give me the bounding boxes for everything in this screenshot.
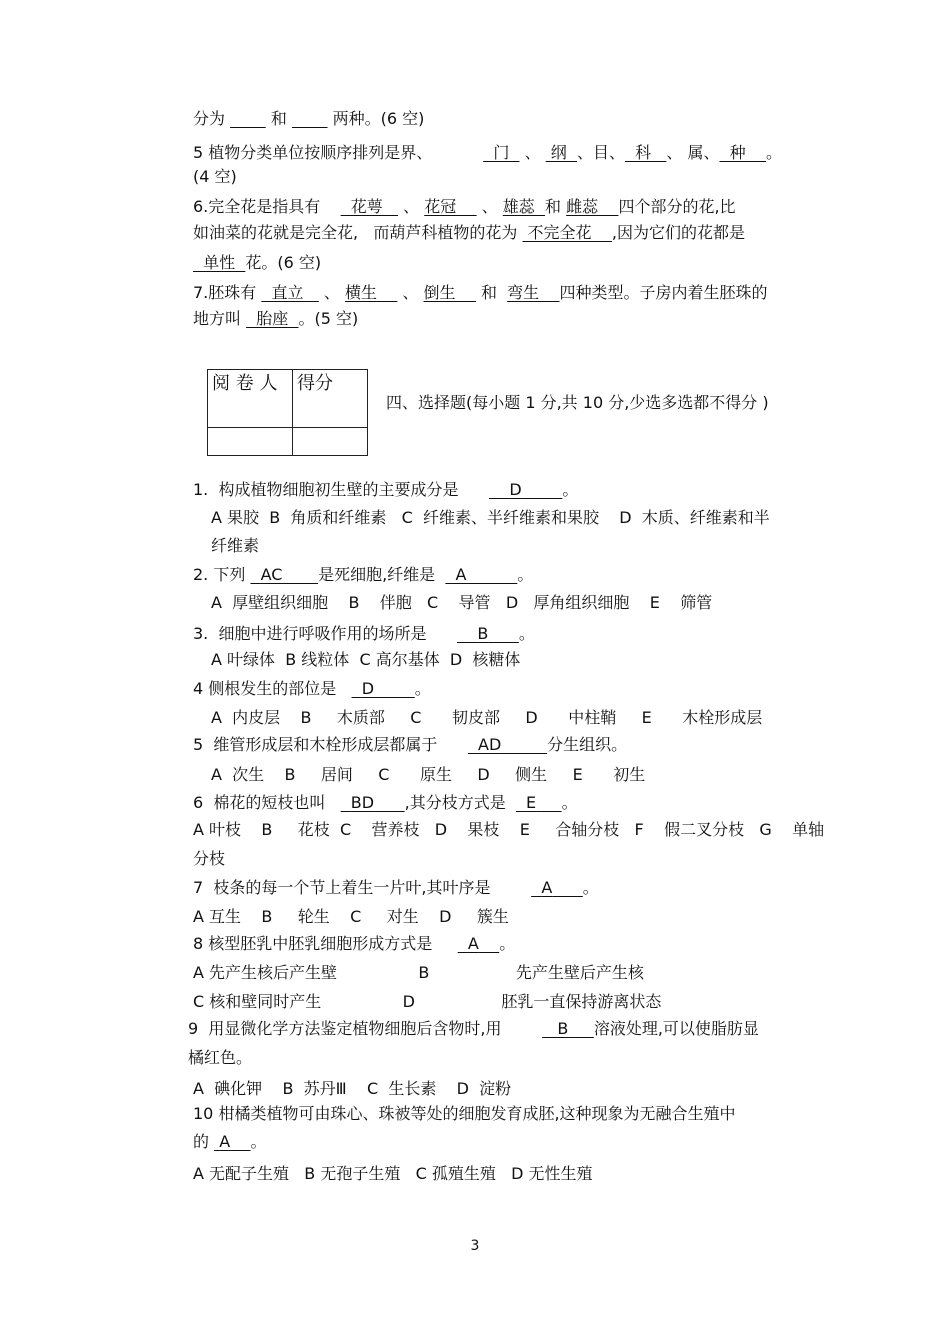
question-10: 10 柑橘类植物可由珠心、珠被等处的细胞发育成胚,这种现象为无融合生殖中 — [193, 1104, 736, 1123]
text: 5 植物分类单位按顺序排列是界、 — [193, 143, 433, 162]
answer — [542, 1019, 594, 1038]
option-line: A 果胶 B 角质和纤维素 C 纤维素、半纤维素和果胶 D 木质、纤维素和半 — [211, 508, 770, 527]
text: 溶液处理,可以使脂肪显 — [593, 1019, 759, 1038]
score-label: 得分 — [293, 370, 368, 428]
answer-value: B — [477, 624, 489, 643]
answer: 单性 — [193, 253, 246, 272]
score-table — [207, 369, 368, 456]
question-4 — [193, 679, 431, 699]
question-text: 9 用显微化学方法鉴定植物细胞后含物时,用 — [188, 1019, 502, 1038]
question-text: 2. 下列 — [193, 565, 246, 584]
text: 两种。(6 空) — [332, 109, 425, 128]
option-line: 纤维素 — [211, 536, 260, 555]
answer-value: D — [361, 679, 375, 698]
fill-line-6 — [193, 253, 321, 273]
answer: 门 — [483, 143, 520, 162]
answer: 胎座 — [246, 309, 299, 328]
text: 分为 — [193, 109, 226, 128]
text: 。(5 空) — [298, 309, 359, 328]
option-line: A 先产生核后产生壁 B 先产生壁后产生核 — [193, 963, 644, 982]
text: 。 — [414, 679, 431, 698]
answer: 雌蕊 — [566, 197, 619, 216]
text: ,因为它们的花都是 — [611, 223, 745, 242]
text: 的 — [193, 1132, 210, 1151]
text: 。 — [561, 793, 578, 812]
text: 和 — [475, 283, 508, 302]
text: 。 — [582, 878, 599, 897]
question-text: 4 侧根发生的部位是 — [193, 679, 337, 698]
text: 。 — [250, 1132, 267, 1151]
answer — [531, 878, 583, 897]
text: 。 — [517, 565, 534, 584]
text: 和 — [544, 197, 567, 216]
question-3 — [193, 624, 535, 644]
answer: 横生 — [345, 283, 398, 302]
text: 。 — [562, 480, 579, 499]
question-5 — [193, 735, 627, 755]
question-text: 8 核型胚乳中胚乳细胞形成方式是 — [193, 934, 433, 953]
answer — [352, 679, 415, 698]
answer-value: A — [541, 878, 553, 897]
text: 、目、 — [576, 143, 625, 162]
answer: 科 — [624, 143, 667, 162]
score-cell[interactable] — [293, 428, 368, 456]
answer: 直立 — [261, 283, 319, 302]
answer: 花萼 — [340, 197, 399, 216]
question-2 — [193, 565, 533, 585]
answer — [468, 735, 547, 754]
question-7 — [193, 878, 599, 898]
text: ,其分枝方式是 — [404, 793, 506, 812]
answer — [214, 1132, 250, 1151]
answer-value: A — [455, 565, 467, 584]
answer — [458, 934, 499, 953]
question-10-line-2 — [193, 1132, 267, 1152]
fill-line-7 — [193, 283, 768, 303]
reviewer-cell[interactable] — [208, 428, 293, 456]
question-text: 6 棉花的短枝也叫 — [193, 793, 326, 812]
text: 。 — [518, 624, 535, 643]
answer-value: B — [557, 1019, 569, 1038]
text: 、 — [398, 197, 425, 216]
answer: 不完全花 — [522, 223, 612, 242]
text: 和 — [270, 109, 287, 128]
answer-value: A — [467, 934, 479, 953]
fill-line-3: (4 空) — [193, 167, 237, 186]
answer-value: A — [219, 1132, 231, 1151]
option-line: A 互生 B 轮生 C 对生 D 簇生 — [193, 907, 509, 926]
question-text: 3. 细胞中进行呼吸作用的场所是 — [193, 624, 427, 643]
option-line: A 碘化钾 B 苏丹Ⅲ C 生长素 D 淀粉 — [193, 1079, 512, 1098]
option-line: A 厚壁组织细胞 B 伴胞 C 导管 D 厚角组织细胞 E 筛管 — [211, 593, 713, 612]
blank — [292, 109, 328, 128]
answer: 纲 — [545, 143, 577, 162]
answer: 种 — [719, 143, 767, 162]
answer — [457, 624, 519, 643]
option-line: A 内皮层 B 木质部 C 韧皮部 D 中柱鞘 E 木栓形成层 — [211, 708, 763, 727]
text: 是死细胞,纤维是 — [318, 565, 436, 584]
reviewer-label: 阅 卷 人 — [208, 370, 293, 428]
answer: 花冠 — [424, 197, 477, 216]
answer-value: AD — [478, 735, 502, 754]
fill-line-1 — [193, 109, 424, 129]
option-line: A 叶绿体 B 线粒体 C 高尔基体 D 核糖体 — [211, 650, 521, 669]
text: 6.完全花是指具有 — [193, 197, 321, 216]
answer-value: E — [526, 793, 537, 812]
page-number: 3 — [470, 1238, 480, 1254]
fill-line-5 — [193, 223, 745, 243]
text: 。 — [499, 934, 516, 953]
option-line: A 次生 B 居间 C 原生 D 侧生 E 初生 — [211, 765, 646, 784]
answer — [250, 565, 318, 584]
text: 分生组织。 — [547, 735, 628, 754]
answer: 倒生 — [423, 283, 476, 302]
fill-line-8 — [193, 309, 358, 329]
answer: 雄蕊 — [502, 197, 545, 216]
text: 7.胚珠有 — [193, 283, 257, 302]
question-9 — [188, 1019, 759, 1039]
answer — [341, 793, 405, 812]
text: 地方叫 — [193, 309, 242, 328]
text: 、 — [397, 283, 424, 302]
answer: 弯生 — [507, 283, 560, 302]
answer-value: D — [509, 480, 522, 499]
blank — [230, 109, 266, 128]
option-line: C 核和壁同时产生 D 胚乳一直保持游离状态 — [193, 992, 662, 1011]
fill-line-4 — [193, 197, 736, 217]
text: 四种类型。子房内着生胚珠的 — [559, 283, 768, 302]
text: 、 — [476, 197, 503, 216]
question-text: 1. 构成植物细胞初生壁的主要成分是 — [193, 480, 459, 499]
text: 。 — [766, 143, 783, 162]
fill-line-2 — [193, 143, 782, 163]
answer — [445, 565, 517, 584]
option-line: 分枝 — [193, 849, 226, 868]
section-title: 四、选择题(每小题 1 分,共 10 分,少选多选都不得分 ) — [386, 393, 769, 412]
answer — [489, 480, 562, 499]
answer — [516, 793, 562, 812]
question-text: 5 维管形成层和木栓形成层都属于 — [193, 735, 438, 754]
question-8 — [193, 934, 515, 954]
answer-value: BD — [350, 793, 375, 812]
option-line: A 叶枝 B 花枝 C 营养枝 D 果枝 E 合轴分枝 F 假二叉分枝 G 单轴 — [193, 820, 825, 839]
text: 花。(6 空) — [245, 253, 322, 272]
text: 、 — [318, 283, 345, 302]
option-line: A 无配子生殖 B 无孢子生殖 C 孤殖生殖 D 无性生殖 — [193, 1164, 593, 1183]
answer-value: AC — [260, 565, 283, 584]
text: 、 属、 — [666, 143, 720, 162]
text: 如油菜的花就是完全花, 而葫芦科植物的花为 — [193, 223, 523, 242]
question-text: 7 枝条的每一个节上着生一片叶,其叶序是 — [193, 878, 491, 897]
text: 、 — [519, 143, 546, 162]
text: 四个部分的花,比 — [618, 197, 736, 216]
question-1 — [193, 480, 578, 500]
option-line: 橘红色。 — [188, 1048, 253, 1067]
question-6 — [193, 793, 578, 813]
